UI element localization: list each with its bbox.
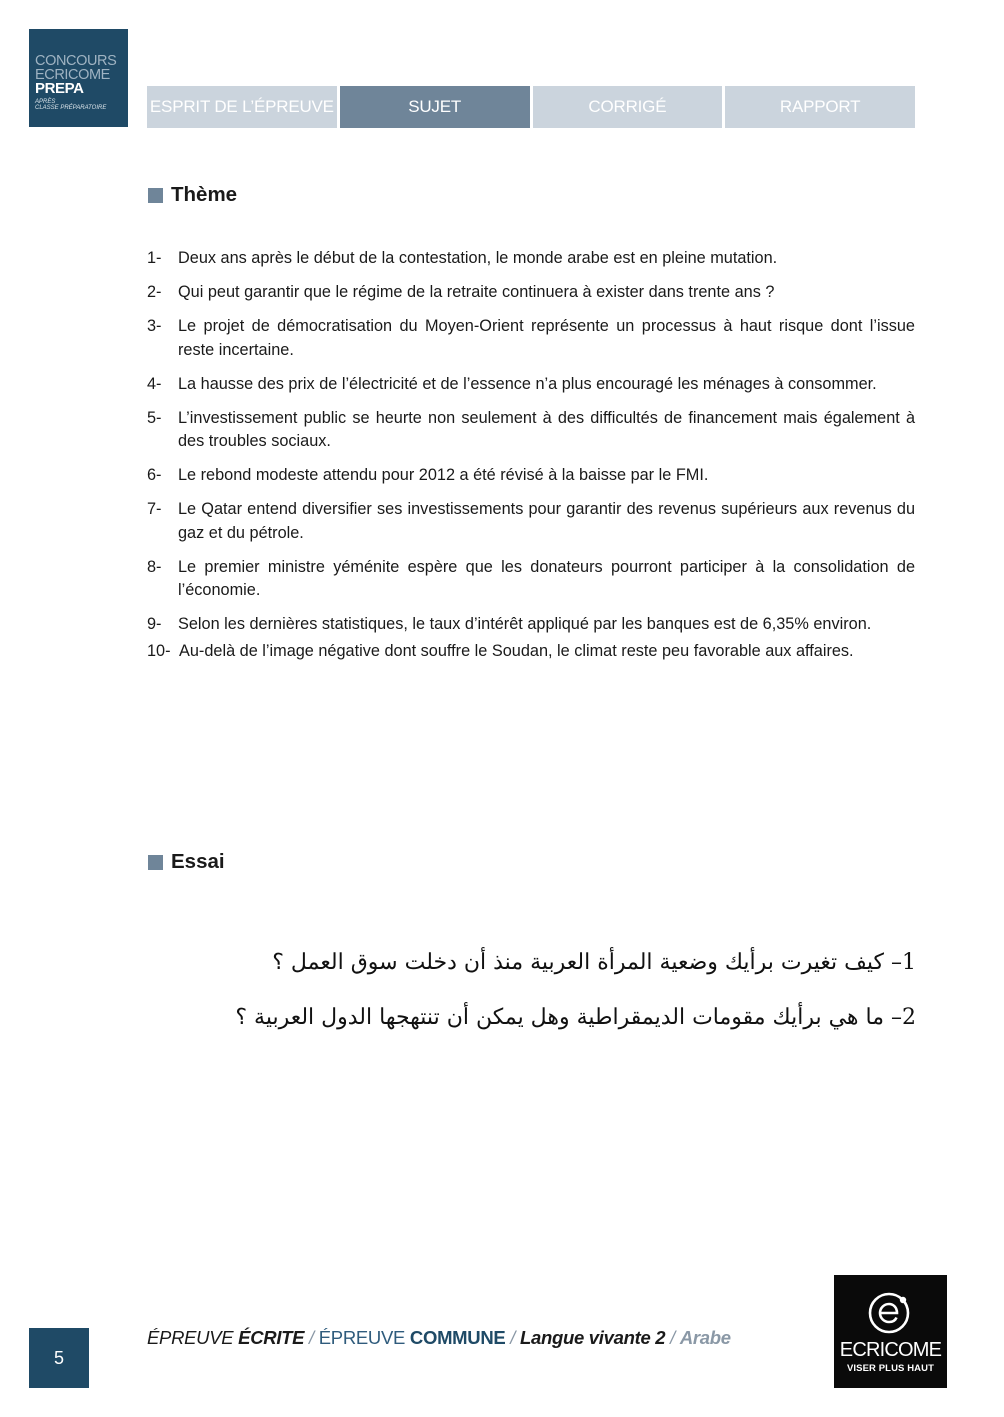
item-text: Deux ans après le début de la contestation, le monde arabe est en pleine mutation. [178, 249, 778, 267]
item-number: 3- [147, 317, 162, 335]
tab-rapport[interactable]: RAPPORT [725, 86, 915, 128]
logo-line-ecricome: ECRICOME [35, 67, 110, 83]
list-item [147, 556, 915, 603]
logo-small-apres: APRÈS [35, 99, 56, 105]
list-item [147, 407, 915, 454]
item-text: Le rebond modeste attendu pour 2012 a été révisé à la baisse par le FMI. [178, 466, 709, 484]
brand-name: ECRICOME [839, 1339, 942, 1361]
logo-line-prepa: PREPA [35, 80, 84, 97]
item-text: Au-delà de l’image négative dont souffre le Soudan, le climat reste peu favorable aux affaires. [179, 641, 854, 660]
concours-logo [29, 29, 128, 127]
footer-separator: / [505, 1327, 520, 1348]
footer-separator: / [304, 1327, 319, 1348]
essai-title: Essai [171, 850, 225, 873]
ecricome-brand-logo [834, 1275, 947, 1388]
list-item [147, 498, 915, 545]
item-number: 6- [147, 466, 162, 484]
footer-epreuve-2: ÉPREUVE [318, 1327, 410, 1348]
tab-sujet[interactable]: SUJET [340, 86, 530, 128]
essai-heading [148, 850, 225, 874]
brand-tagline: VISER PLUS HAUT [846, 1363, 934, 1374]
heading-square-icon [148, 855, 163, 870]
logo-small-classe: CLASSE PRÉPARATOIRE [35, 105, 107, 111]
footer-separator: / [665, 1327, 680, 1348]
list-item [147, 315, 915, 362]
theme-title: Thème [171, 183, 238, 206]
list-item [147, 281, 915, 305]
heading-square-icon [148, 188, 163, 203]
item-text: Le premier ministre yéménite espère que les donateurs pourront participer à la consolidation de l’économie. [178, 557, 915, 599]
list-item [147, 464, 915, 488]
list-item [147, 247, 915, 271]
item-text: Selon les dernières statistiques, le taux d’intérêt appliqué par les banques est de 6,35% environ. [178, 615, 872, 633]
item-number: 2- [147, 283, 162, 301]
item-number: 9- [147, 615, 162, 633]
footer-arabe: Arabe [679, 1327, 731, 1348]
item-text: Le projet de démocratisation du Moyen-Orient représente un processus à haut risque dont l’issue reste incertaine. [178, 317, 915, 359]
footer-ecrite: ÉCRITE [238, 1327, 305, 1348]
item-text: Qui peut garantir que le régime de la retraite continuera à exister dans trente ans ? [178, 283, 775, 301]
ecricome-e-icon [867, 1291, 911, 1335]
page-number: 5 [29, 1328, 89, 1388]
item-text: Le Qatar entend diversifier ses investissements pour garantir des revenus supérieurs aux revenus du gaz et du pétrole. [178, 500, 915, 542]
footer-breadcrumb [147, 1327, 731, 1349]
item-number: 10- [147, 641, 171, 660]
footer-langue: Langue vivante 2 [519, 1327, 666, 1348]
list-item [147, 613, 915, 637]
list-item [147, 373, 915, 397]
essai-question-1: 1– كيف تغيرت برأيك وضعية المرأة العربية منذ أن دخلت سوق العمل ؟ [272, 950, 916, 975]
essai-question-2: 2– ما هي برأيك مقومات الديمقراطية وهل يمكن أن تنتهجها الدول العربية ؟ [235, 1005, 916, 1030]
tab-esprit[interactable]: ESPRIT DE L’ÉPREUVE [147, 86, 337, 128]
item-text: La hausse des prix de l’électricité et de l’essence n’a plus encouragé les ménages à consommer. [178, 374, 877, 393]
list-item [147, 640, 915, 664]
tab-corrige[interactable]: CORRIGÉ [533, 86, 723, 128]
item-text: L’investissement public se heurte non seulement à des difficultés de financement mais également à des troubles sociaux. [178, 408, 915, 450]
logo-line-concours: CONCOURS [35, 53, 117, 69]
item-number: 5- [147, 408, 162, 427]
theme-list [147, 247, 915, 674]
item-number: 7- [147, 500, 162, 518]
footer-epreuve: ÉPREUVE [147, 1327, 239, 1348]
item-number: 8- [147, 557, 162, 576]
section-tabs [147, 86, 915, 128]
item-number: 4- [147, 374, 162, 393]
theme-heading [148, 183, 237, 207]
footer-commune: COMMUNE [409, 1327, 506, 1348]
item-number: 1- [147, 249, 162, 267]
